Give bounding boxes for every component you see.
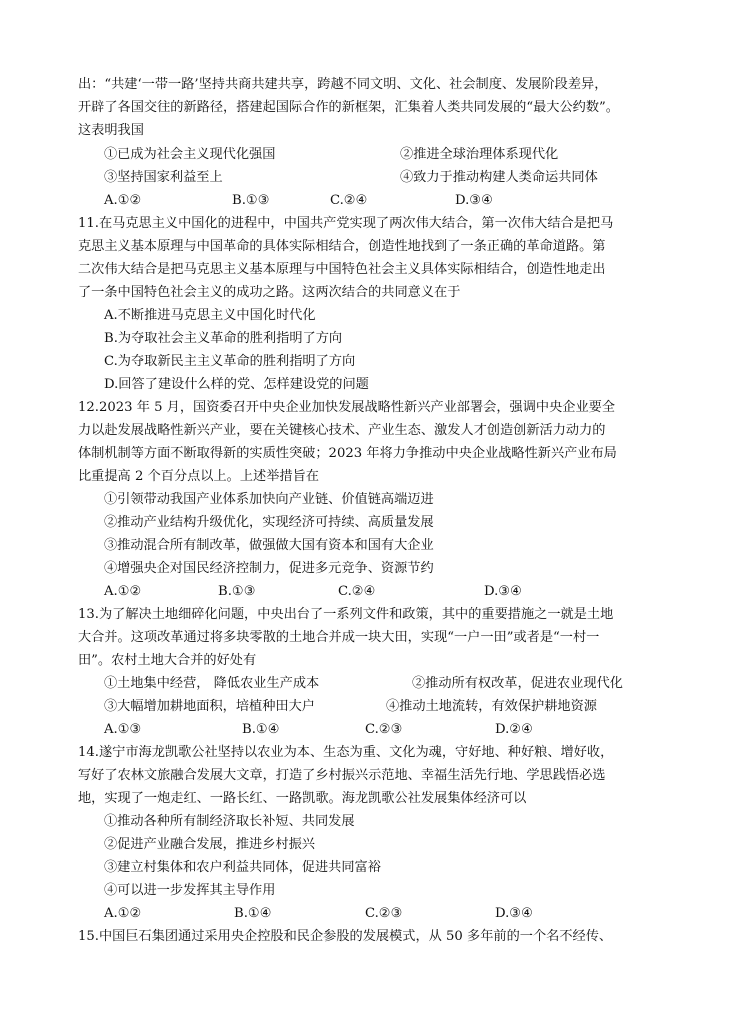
q13-choice-c: C.②③	[365, 722, 403, 737]
q14-stem-line: 14.遂宁市海龙凯歌公社坚持以农业为本、生态为重、文化为魂，守好地、种好粮、增好收，	[78, 745, 614, 760]
q12-stem-line: 体制机制等方面不断取得新的实质性突破；2023 年将力争推动中央企业战略性新兴产业布局	[78, 446, 617, 461]
q14-choice-b: B.①④	[234, 906, 272, 921]
q11-option-c: C.为夺取新民主主义革命的胜利指明了方向	[104, 354, 356, 369]
q10-choice-a: A.①②	[104, 193, 142, 208]
q13-stem-line: 13.为了解决土地细碎化问题，中央出台了一系列文件和政策，其中的重要措施之一就是土地	[78, 607, 614, 622]
q10-stem-line: 出：“共建‘一带一路’坚持共商共建共享，跨越不同文明、文化、社会制度、发展阶段差异，	[78, 77, 608, 92]
q14-choice-c: C.②③	[365, 906, 403, 921]
q11-stem-line: 二次伟大结合是把马克思主义基本原理与中国特色社会主义具体实际相结合，创造性地走出	[78, 262, 606, 277]
q13-item: ④推动土地流转，有效保护耕地资源	[386, 699, 597, 714]
q10-item: ③坚持国家利益至上	[104, 170, 223, 185]
q10-stem-line: 开辟了各国交往的新路径，搭建起国际合作的新框架，汇集着人类共同发展的“最大公约数”。	[78, 100, 619, 115]
q12-choice-b: B.①③	[218, 584, 256, 599]
q14-choice-d: D.③④	[495, 906, 533, 921]
q14-choice-a: A.①②	[104, 906, 142, 921]
q13-item: ③大幅增加耕地面积，培植种田大户	[104, 699, 315, 714]
q11-option-b: B.为夺取社会主义革命的胜利指明了方向	[104, 331, 343, 346]
q11-option-a: A.不断推进马克思主义中国化时代化	[104, 308, 316, 323]
q10-choice-b: B.①③	[232, 193, 270, 208]
q10-item: ①已成为社会主义现代化强国	[104, 147, 276, 162]
q14-stem-line: 地，实现了一炮走红、一路长红、一路凯歌。海龙凯歌公社发展集体经济可以	[78, 791, 527, 806]
q11-stem-line: 11.在马克思主义中国化的进程中，中国共产党实现了两次伟大结合，第一次伟大结合是把马	[78, 216, 614, 231]
q13-item: ①土地集中经营， 降低农业生产成本	[104, 676, 320, 691]
q12-stem-line: 力以赴发展战略性新兴产业，要在关键核心技术、产业生态、激发人才创造创新活力动力的	[78, 423, 606, 438]
q10-choice-c: C.②④	[330, 193, 368, 208]
q13-choice-b: B.①④	[242, 722, 280, 737]
q12-item: ③推动混合所有制改革，做强做大国有资本和国有大企业	[104, 538, 434, 553]
q10-item: ②推进全球治理体系现代化	[400, 147, 559, 162]
q12-choice-c: C.②④	[338, 584, 376, 599]
q12-item: ②推动产业结构升级优化，实现经济可持续、高质量发展	[104, 515, 434, 530]
q10-choice-d: D.③④	[455, 193, 493, 208]
q13-stem-line: 田”。农村土地大合并的好处有	[78, 653, 257, 668]
q12-stem-line: 12.2023 年 5 月，国资委召开中央企业加快发展战略性新兴产业部署会，强调中央企业要全	[78, 400, 616, 415]
q11-option-d: D.回答了建设什么样的党、怎样建设党的问题	[104, 377, 369, 392]
q15-stem-line: 15.中国巨石集团通过采用央企控股和民企参股的发展模式，从 50 多年前的一个名不经传、	[78, 929, 613, 944]
q14-item: ③建立村集体和农户利益共同体，促进共同富裕	[104, 860, 381, 875]
q13-choice-a: A.①③	[104, 722, 142, 737]
q13-choice-d: D.②④	[495, 722, 533, 737]
q10-item: ④致力于推动构建人类命运共同体	[400, 170, 598, 185]
q14-stem-line: 写好了农林文旅融合发展大文章，打造了乡村振兴示范地、幸福生活先行地、学思践悟必选	[78, 768, 606, 783]
q14-item: ④可以进一步发挥其主导作用	[104, 883, 276, 898]
q13-stem-line: 大合并。这项改革通过将多块零散的土地合并成一块大田，实现“一户一田”或者是“一村一	[78, 630, 600, 645]
q12-choice-d: D.③④	[484, 584, 522, 599]
q10-stem-line: 这表明我国	[78, 123, 144, 138]
q12-item: ①引领带动我国产业体系加快向产业链、价值链高端迈进	[104, 492, 434, 507]
q12-choice-a: A.①②	[104, 584, 142, 599]
q12-item: ④增强央企对国民经济控制力，促进多元竞争、资源节约	[104, 561, 434, 576]
q11-stem-line: 了一条中国特色社会主义的成功之路。这两次结合的共同意义在于	[78, 285, 461, 300]
q14-item: ②促进产业融合发展，推进乡村振兴	[104, 837, 315, 852]
q14-item: ①推动各种所有制经济取长补短、共同发展	[104, 814, 355, 829]
q13-item: ②推动所有权改革，促进农业现代化	[412, 676, 623, 691]
q11-stem-line: 克思主义基本原理与中国革命的具体实际相结合，创造性地找到了一条正确的革命道路。第	[78, 239, 606, 254]
q12-stem-line: 比重提高 2 个百分点以上。上述举措旨在	[78, 469, 319, 484]
